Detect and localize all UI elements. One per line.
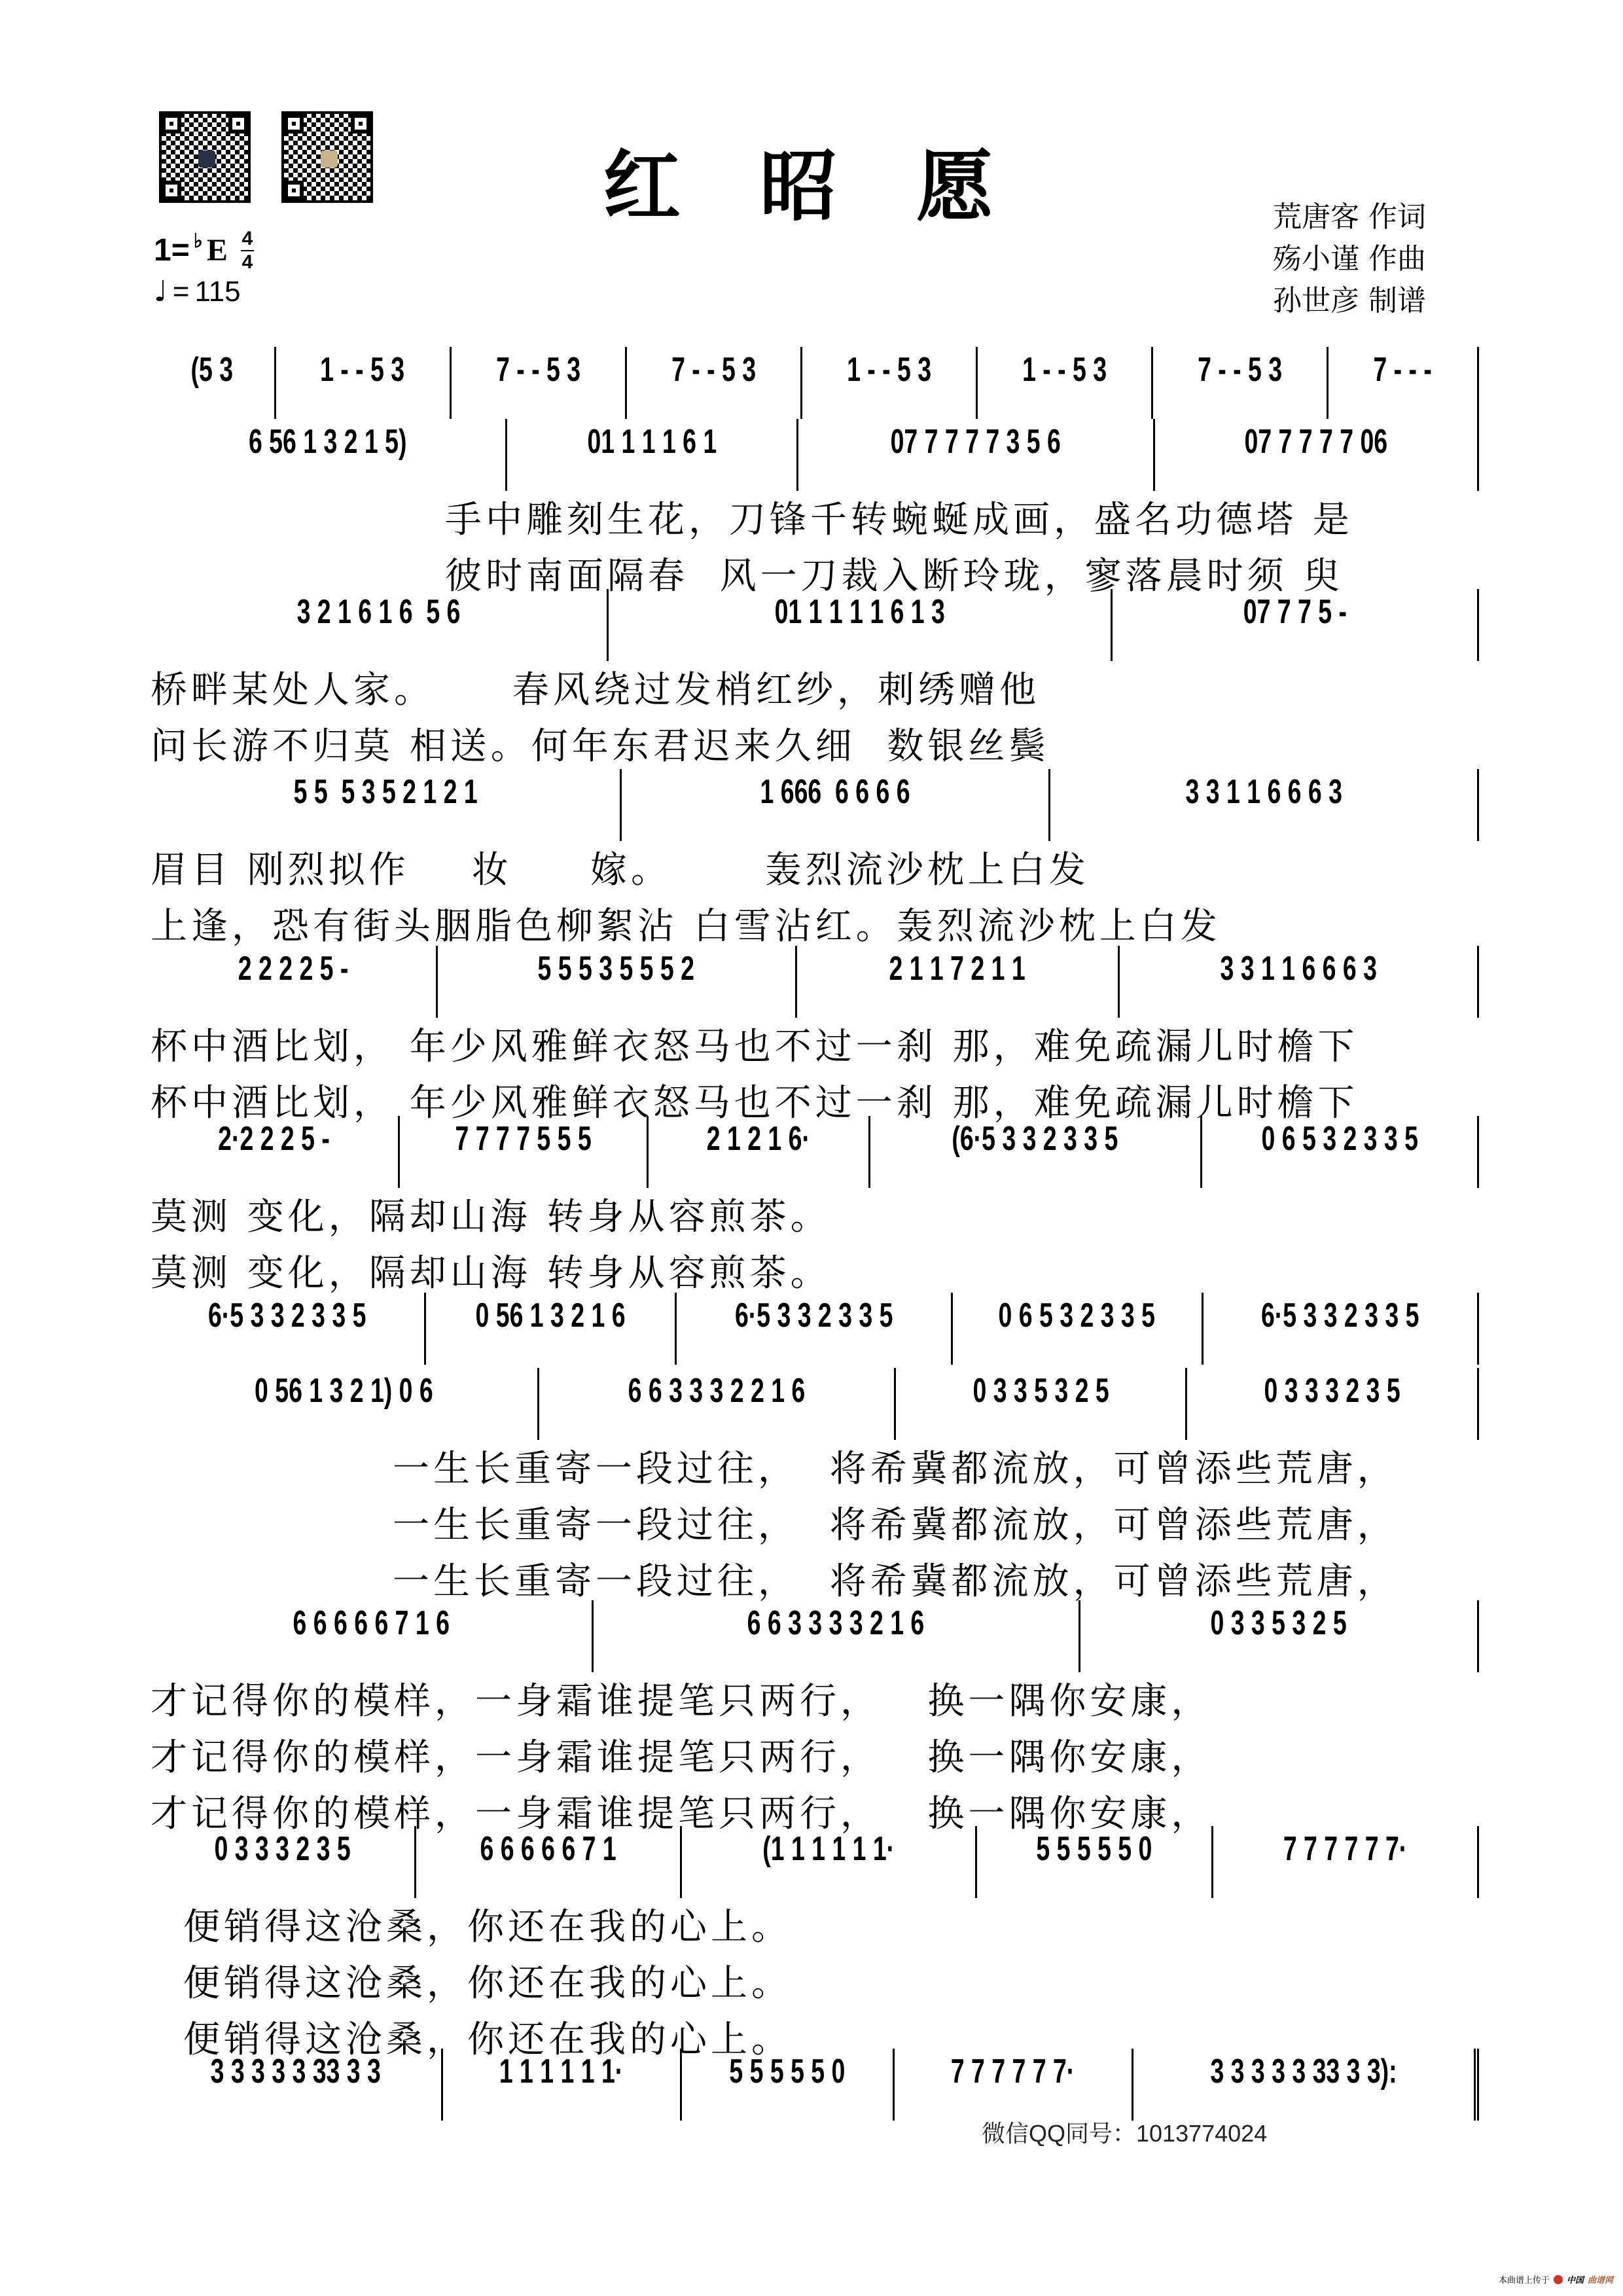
measure xyxy=(1050,769,1479,841)
measure xyxy=(609,589,1113,661)
measure xyxy=(151,419,507,491)
note-group: 01 1 1 1 1 6 1 3 xyxy=(774,593,945,631)
note-group: 2 1 1 7 2 1 1 xyxy=(889,950,1026,988)
lyric-line: 才记得你的模样，一身霜谁提笔只两行， 换一隅你安康， xyxy=(151,1793,1212,1835)
lyric-line: 上逢，恐有街头胭脂色柳絮沾 白雪沾红。轰烈流沙枕上白发 xyxy=(151,905,1221,948)
note-group: 0 56 1 3 2 1 6 xyxy=(475,1297,626,1335)
note-group: 1 - - 5 3 xyxy=(320,351,405,389)
upload-text: 本曲谱上传于 xyxy=(1499,2276,1550,2286)
measure xyxy=(622,769,1050,841)
measure xyxy=(977,1826,1213,1898)
measure xyxy=(802,347,978,419)
score-system xyxy=(151,419,1479,598)
measure xyxy=(1113,589,1479,661)
note-group: 6 6 6 6 6 7 1 6 xyxy=(293,1604,450,1642)
measure xyxy=(151,1116,400,1188)
note-group: 3 3 1 1 6 6 6 3 xyxy=(1220,950,1377,988)
credits xyxy=(1273,196,1426,322)
note-group: 7 7 7 7 5 5 5 xyxy=(455,1120,592,1158)
note-group: 3 3 3 3 3 33 3 3 xyxy=(210,2053,381,2090)
measure xyxy=(797,946,1120,1018)
measure xyxy=(1155,419,1479,491)
measure xyxy=(682,1826,977,1898)
score-system xyxy=(151,589,1479,768)
measure xyxy=(1202,1116,1479,1188)
notation-row xyxy=(151,2049,1479,2121)
measure xyxy=(151,589,609,661)
score-system xyxy=(151,1116,1479,1295)
measure xyxy=(896,1368,1188,1440)
measure xyxy=(1153,347,1329,419)
score-system xyxy=(151,769,1479,948)
note-group: (1 1 1 1 1 1· xyxy=(762,1830,895,1868)
note-group: 0 56 1 3 2 1) 0 6 xyxy=(255,1372,433,1410)
lyric-line: 彼时南面隔春 风一刀裁入断玲珑，寥落晨时须 臾 xyxy=(445,555,1344,598)
notation-row xyxy=(151,769,1479,841)
measure xyxy=(682,2049,895,2121)
note-group: 6 6 6 6 6 7 1 xyxy=(480,1830,616,1868)
contact-info: 微信QQ同号：1013774024 xyxy=(982,2120,1268,2147)
measure xyxy=(151,769,622,841)
note-group: (5 3 xyxy=(190,351,234,389)
measure xyxy=(870,1116,1203,1188)
measure xyxy=(1204,1293,1479,1365)
time-signature xyxy=(241,229,254,272)
note-group: 7 - - 5 3 xyxy=(1198,351,1283,389)
note-group: 0 6 5 3 2 3 3 5 xyxy=(1261,1120,1418,1158)
lyric-line: 杯中酒比划， 年少风雅鲜衣怒马也不过一刹 那，难免疏漏儿时檐下 xyxy=(151,1026,1359,1068)
measure xyxy=(895,2049,1133,2121)
note-group: (6·5 3 3 2 3 3 5 xyxy=(952,1120,1118,1158)
tempo-bpm: 115 xyxy=(194,275,241,308)
measure xyxy=(1187,1368,1479,1440)
score-system xyxy=(151,347,1479,419)
note-group: 0 3 3 5 3 2 5 xyxy=(1210,1604,1347,1642)
note-group: 6·5 3 3 2 3 3 5 xyxy=(208,1297,366,1335)
lyric-line: 才记得你的模样，一身霜谁提笔只两行， 换一隅你安康， xyxy=(151,1736,1212,1779)
measure xyxy=(1120,946,1479,1018)
key-prefix: 1= xyxy=(154,233,190,268)
notation-row xyxy=(151,1116,1479,1188)
measure xyxy=(677,1293,952,1365)
note-group: 6·5 3 3 2 3 3 5 xyxy=(1261,1297,1419,1335)
meter-top: 4 xyxy=(241,228,253,249)
notation-row xyxy=(151,1293,1479,1365)
notation-row xyxy=(151,1368,1479,1440)
lyric-line: 才记得你的模样，一身霜谁提笔只两行， 换一隅你安康， xyxy=(151,1680,1212,1723)
note-group: 0 6 5 3 2 3 3 5 xyxy=(998,1297,1156,1335)
flat-icon: ♭ xyxy=(193,230,203,252)
measure xyxy=(953,1293,1204,1365)
note-group: 6·5 3 3 2 3 3 5 xyxy=(734,1297,893,1335)
lyric-line: 莫测 变化，隔却山海 转身从容煎茶。 xyxy=(151,1252,831,1295)
lyric-line: 眉目 刚烈拟作 妆 嫁。 轰烈流沙枕上白发 xyxy=(151,849,1090,891)
note-group: 6 56 1 3 2 1 5) xyxy=(249,423,407,461)
lyric-line: 手中雕刻生花，刀锋千转蜿蜒成画，盛名功德塔 是 xyxy=(445,499,1353,541)
key-signature xyxy=(154,229,254,272)
note-group: 07 7 7 7 7 06 xyxy=(1244,423,1388,461)
note-group: 3 3 3 3 3 33 3 3): xyxy=(1210,2053,1397,2090)
transcriber-credit: 孙世彦 制谱 xyxy=(1273,284,1426,317)
score-system xyxy=(151,2049,1479,2121)
measure xyxy=(151,2049,443,2121)
note-group: 0 3 3 5 3 2 5 xyxy=(972,1372,1109,1410)
lyric-line: 便销得这沧桑，你还在我的心上。 xyxy=(183,1962,792,2005)
note-group: 6 6 3 3 3 2 2 1 6 xyxy=(628,1372,806,1410)
measure xyxy=(438,946,797,1018)
note-group: 2 2 2 2 5 - xyxy=(238,950,349,988)
song-title: 红 昭 愿 xyxy=(603,141,1020,232)
measure xyxy=(151,1826,416,1898)
lyric-line: 一生长重寄一段过往， 将希冀都流放，可曾添些荒唐， xyxy=(393,1560,1398,1603)
upload-attribution xyxy=(1499,2273,1613,2286)
measure xyxy=(416,1826,682,1898)
lyric-line: 杯中酒比划， 年少风雅鲜衣怒马也不过一刹 那，难免疏漏儿时檐下 xyxy=(151,1082,1359,1124)
score-system xyxy=(151,1600,1479,1835)
note-group: 0 3 3 3 2 3 5 xyxy=(1264,1372,1400,1410)
lyric-line: 便销得这沧桑，你还在我的心上。 xyxy=(183,1906,792,1948)
note-group: 0 3 3 3 2 3 5 xyxy=(214,1830,351,1868)
note-group: 7 7 7 7 7 7· xyxy=(951,2053,1075,2090)
note-group: 7 - - - xyxy=(1373,351,1433,389)
notation-row xyxy=(151,419,1479,491)
note-group: 2 1 2 1 6· xyxy=(706,1120,811,1158)
note-group: 1 - - 5 3 xyxy=(846,351,931,389)
lyricist-credit: 荒唐客 作词 xyxy=(1273,200,1426,234)
composer-credit: 殇小谨 作曲 xyxy=(1273,242,1426,276)
note-group: 6 6 3 3 3 3 2 1 6 xyxy=(747,1604,925,1642)
score-system xyxy=(151,1826,1479,2061)
measure xyxy=(151,946,438,1018)
note-group: 01 1 1 1 6 1 xyxy=(587,423,717,461)
note-group: 5 5 5 5 5 0 xyxy=(1036,1830,1152,1868)
lyric-line: 便销得这沧桑，你还在我的心上。 xyxy=(183,2018,792,2061)
notation-row xyxy=(151,589,1479,661)
note-group: 7 7 7 7 7 7· xyxy=(1283,1830,1408,1868)
measure xyxy=(539,1368,896,1440)
measure xyxy=(151,1293,426,1365)
measure xyxy=(151,1368,539,1440)
measure xyxy=(649,1116,870,1188)
measure xyxy=(452,347,627,419)
lyric-line: 桥畔某处人家。 春风绕过发梢红纱，刺绣赠他 xyxy=(151,669,1041,711)
note-group: 5 5 5 3 5 5 5 2 xyxy=(538,950,695,988)
note-group: 5 5 5 3 5 2 1 2 1 xyxy=(293,773,478,811)
brand-name-part2[interactable]: 曲谱网 xyxy=(1588,2276,1614,2286)
note-group: 3 3 1 1 6 6 6 3 xyxy=(1185,773,1342,811)
score-system xyxy=(151,1293,1479,1365)
measure xyxy=(151,347,276,419)
measure xyxy=(978,347,1153,419)
measure xyxy=(627,347,802,419)
measure xyxy=(1133,2049,1479,2121)
note-group: 7 - - 5 3 xyxy=(495,351,580,389)
measure xyxy=(151,1600,594,1672)
brand-logo-icon xyxy=(1554,2275,1563,2284)
note-group: 1 - - 5 3 xyxy=(1022,351,1107,389)
note-group: 5 5 5 5 5 0 xyxy=(729,2053,846,2090)
score-system xyxy=(151,946,1479,1124)
measure xyxy=(507,419,799,491)
brand-name-part1[interactable]: 中国 xyxy=(1567,2276,1584,2286)
notation-row xyxy=(151,1600,1479,1672)
note-group: 07 7 7 7 7 3 5 6 xyxy=(890,423,1061,461)
score-system xyxy=(151,1368,1479,1603)
note-group: 7 - - 5 3 xyxy=(671,351,756,389)
measure xyxy=(426,1293,677,1365)
note-group: 1 666 6 6 6 6 xyxy=(760,773,910,811)
note-group: 1 1 1 1 1 1· xyxy=(499,2053,624,2090)
meter-bottom: 4 xyxy=(241,251,253,273)
measure xyxy=(443,2049,682,2121)
notation-row xyxy=(151,347,1479,419)
notation-row xyxy=(151,946,1479,1018)
lyric-line: 问长游不归莫 相送。何年东君迟来久细 数银丝鬓 xyxy=(151,725,1050,768)
quarter-note-icon: ♩ xyxy=(154,275,168,308)
measure xyxy=(276,347,452,419)
lyric-line: 一生长重寄一段过往， 将希冀都流放，可曾添些荒唐， xyxy=(393,1504,1398,1547)
measure xyxy=(400,1116,649,1188)
measure xyxy=(1329,347,1479,419)
lyric-line: 莫测 变化，隔却山海 转身从容煎茶。 xyxy=(151,1196,831,1238)
notation-row xyxy=(151,1826,1479,1898)
note-group: 2·2 2 2 5 - xyxy=(218,1120,330,1158)
tempo-marking xyxy=(154,275,241,308)
key-tonic: E xyxy=(206,233,228,268)
note-group: 3 2 1 6 1 6 5 6 xyxy=(296,593,461,631)
measure xyxy=(594,1600,1080,1672)
tempo-equals: = xyxy=(172,275,190,308)
note-group: 07 7 7 5 - xyxy=(1243,593,1347,631)
measure xyxy=(1213,1826,1479,1898)
measure xyxy=(798,419,1155,491)
measure xyxy=(1080,1600,1479,1672)
lyric-line: 一生长重寄一段过往， 将希冀都流放，可曾添些荒唐， xyxy=(393,1448,1398,1490)
